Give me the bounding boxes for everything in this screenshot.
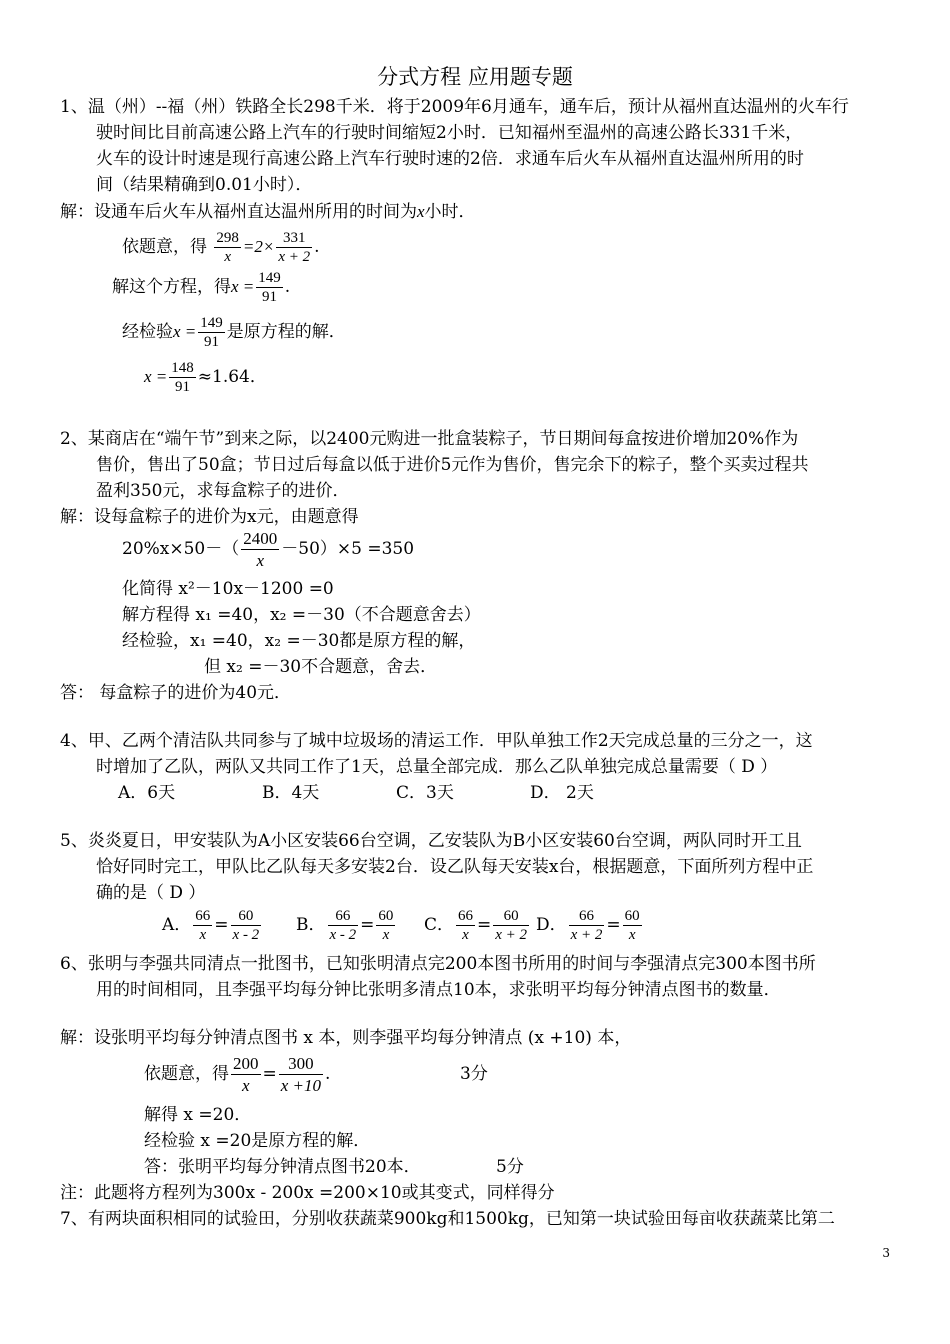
denominator: x - 2	[329, 927, 357, 943]
q2-line-3: 盈利350元，求每盒粽子的进价．	[96, 481, 350, 501]
q2-answer: 答： 每盒粽子的进价为40元．	[60, 683, 292, 703]
option-label: C．	[424, 915, 455, 935]
numerator: 66	[569, 907, 605, 926]
q5-line-2: 恰好同时完工，甲队比乙队每天多安装2台．设乙队每天安装x台，根据题意，下面所列方程中正	[96, 857, 814, 877]
q1-equation	[122, 228, 320, 266]
q5-option-a	[162, 905, 263, 945]
q6-check: 经检验 x =20是原方程的解．	[144, 1131, 371, 1151]
denominator: x + 2	[278, 249, 311, 265]
q5-line-1: 5、炎炎夏日，甲安装队为A小区安装66台空调，乙安装队为B小区安装60台空调，两队同时开工且	[60, 831, 802, 851]
q6-equation	[144, 1052, 330, 1096]
text: 依题意，得	[144, 1064, 229, 1084]
operator: =	[262, 1064, 277, 1084]
denominator: 91	[262, 289, 278, 305]
denominator: x	[628, 927, 636, 943]
q5-option-b	[296, 905, 397, 945]
fraction	[328, 907, 359, 944]
q1-line-2: 驶时间比目前高速公路上汽车的行驶时间缩短2小时．已知福州至温州的高速公路长331千米，	[96, 123, 803, 143]
text: ≈1.64．	[197, 367, 267, 387]
denominator: 91	[175, 379, 191, 395]
q4-option-d: D． 2天	[530, 783, 594, 803]
denominator: x	[462, 927, 469, 943]
q4-option-c: C．3天	[396, 783, 454, 803]
q1-check	[122, 313, 346, 351]
q6-score-3: 3分	[460, 1064, 488, 1084]
fraction	[493, 907, 529, 944]
fraction	[279, 1053, 323, 1096]
text: －50）×5 =350	[281, 539, 415, 559]
text: 是原方程的解．	[226, 322, 346, 342]
numerator: 60	[624, 908, 640, 924]
q6-line-2: 用的时间相同，且李强平均每分钟比张明多清点10本，求张明平均每分钟清点图书的数量．	[96, 980, 781, 1000]
operator: =	[477, 915, 492, 935]
denominator: x	[224, 249, 231, 265]
text: 解这个方程，得	[112, 277, 231, 297]
fraction	[569, 907, 605, 944]
q1-solution-intro	[60, 201, 476, 223]
option-label: B．	[296, 915, 326, 935]
fraction	[241, 528, 279, 571]
q2-equation	[122, 528, 414, 571]
operator: =	[360, 915, 375, 935]
option-label: A．	[162, 915, 192, 935]
fraction	[276, 229, 312, 266]
option-label: D．	[536, 915, 567, 935]
numerator: 298	[216, 230, 239, 246]
fraction	[169, 359, 196, 396]
q4-option-a: A．6天	[118, 783, 176, 803]
q4-line-2: 时增加了乙队，两队又共同工作了1天，总量全部完成．那么乙队单独完成总量需要（ D ）	[96, 757, 778, 777]
text: 依题意，得	[122, 237, 207, 257]
text: 20%x×50－（	[122, 539, 240, 559]
numerator: 60	[493, 907, 529, 926]
fraction	[456, 907, 475, 944]
text: .	[325, 1064, 331, 1084]
variable: x =	[144, 367, 168, 386]
q6-answer: 答：张明平均每分钟清点图书20本．	[144, 1157, 421, 1177]
q6-note: 注：此题将方程列为300x - 200x =200×10或其变式，同样得分	[60, 1183, 555, 1203]
fraction	[193, 907, 212, 944]
text: .	[314, 237, 320, 257]
q4-line-1: 4、甲、乙两个清洁队共同参与了城中垃圾场的清运工作．甲队单独工作2天完成总量的三分之一，这	[60, 731, 813, 751]
numerator: 66	[195, 908, 211, 924]
numerator: 2400	[243, 529, 278, 548]
q1-line-1: 1、温（州）--福（州）铁路全长298千米．将于2009年6月通车，通车后，预计从福州直达温州的火车行	[60, 97, 849, 117]
fraction	[256, 269, 283, 306]
operator: =	[214, 915, 229, 935]
q1-solve	[112, 268, 290, 306]
q2-solve: 解方程得 x₁ =40，x₂ =－30（不合题意舍去）	[122, 605, 481, 625]
q6-line-1: 6、张明与李强共同清点一批图书，已知张明清点完200本图书所用的时间与李强清点完300本图书所	[60, 954, 816, 974]
operator: =	[606, 915, 621, 935]
q6-solution-intro: 解：设张明平均每分钟清点图书 x 本，则李强平均每分钟清点 (x +10) 本，	[60, 1028, 632, 1048]
q2-solution-intro: 解：设每盒粽子的进价为x元，由题意得	[60, 507, 359, 527]
numerator: 149	[258, 270, 281, 286]
text: 解：设通车后火车从福州直达温州所用的时间为	[60, 202, 417, 222]
q5-option-c	[424, 905, 531, 945]
fraction	[231, 1053, 261, 1096]
q2-simplify: 化简得 x²－10x－1200 =0	[122, 579, 334, 599]
numerator: 331	[276, 229, 312, 248]
q6-score-5: 5分	[496, 1157, 524, 1177]
numerator: 200	[233, 1054, 259, 1073]
fraction	[214, 229, 241, 266]
text: 小时．	[424, 202, 476, 222]
page-title: 分式方程 应用题专题	[377, 65, 573, 89]
denominator: 91	[204, 334, 220, 350]
denominator: x + 2	[570, 927, 603, 943]
text: 经检验	[122, 322, 173, 342]
q2-line-2: 售价，售出了50盒；节日过后每盒以低于进价5元作为售价，售完余下的粽子，整个买卖过程共	[96, 455, 809, 475]
q4-option-b: B．4天	[262, 783, 320, 803]
fraction	[376, 907, 395, 944]
denominator: x	[241, 1076, 250, 1095]
q2-check: 经检验，x₁ =40，x₂ =－30都是原方程的解，	[122, 631, 476, 651]
numerator: 300	[279, 1053, 323, 1075]
numerator: 148	[171, 360, 194, 376]
denominator: x - 2	[232, 927, 260, 943]
q2-line-1: 2、某商店在“端午节”到来之际，以2400元购进一批盒装粽子，节日期间每盒按进价增加20%作为	[60, 429, 799, 449]
denominator: x	[382, 927, 390, 943]
denominator: x + 2	[495, 927, 528, 943]
text: .	[284, 277, 291, 297]
numerator: 60	[378, 908, 394, 924]
denominator: x	[199, 927, 207, 943]
q7-line-1: 7、有两块面积相同的试验田，分别收获蔬菜900kg和1500kg，已知第一块试验田每亩收获蔬菜比第二	[60, 1209, 835, 1229]
numerator: 60	[231, 907, 262, 926]
q5-line-3: 确的是（ D ）	[96, 883, 206, 903]
page-number: 3	[882, 1246, 890, 1260]
numerator: 66	[458, 908, 474, 924]
numerator: 66	[328, 907, 359, 926]
numerator: 149	[200, 315, 223, 331]
q5-option-d	[536, 905, 644, 945]
fraction	[231, 907, 262, 944]
denominator: x +10	[280, 1076, 322, 1095]
q1-line-3: 火车的设计时速是现行高速公路上汽车行驶时速的2倍．求通车后火车从福州直达温州所用的时	[96, 149, 804, 169]
q6-solve: 解得 x =20．	[144, 1105, 252, 1125]
fraction	[623, 907, 642, 944]
denominator: x	[256, 551, 265, 570]
q1-approx	[144, 358, 267, 396]
q2-reject: 但 x₂ =－30不合题意，舍去．	[204, 657, 438, 677]
operator: =2×	[242, 237, 275, 256]
variable: x =	[173, 322, 197, 341]
variable: x	[417, 202, 425, 221]
variable: x =	[231, 277, 255, 296]
q1-line-4: 间（结果精确到0.01小时）．	[96, 175, 313, 195]
fraction	[198, 314, 225, 351]
